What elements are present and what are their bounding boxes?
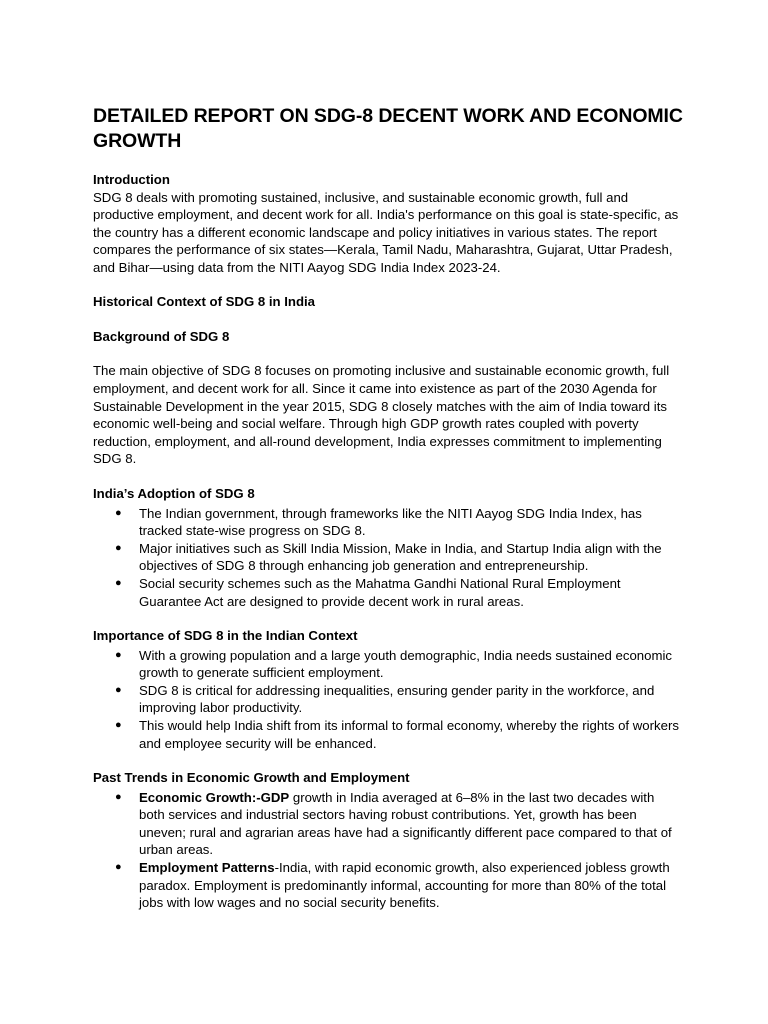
bullet-icon: ● xyxy=(115,541,122,554)
bullet-icon: ● xyxy=(115,648,122,661)
background-heading: Background of SDG 8 xyxy=(93,328,230,344)
list-item-text: growth in India averaged at 6–8% in the last two decades with both services and industrial sectors having robust contributions. Yet, growth has been uneven; rural and agrarian areas have had a significantly different pace compared to that of urban areas. xyxy=(139,789,672,858)
list-item xyxy=(93,859,683,912)
list-item xyxy=(93,540,683,575)
list-item-text: The Indian government, through frameworks like the NITI Aayog SDG India Index, has tracked state-wise progress on SDG 8. xyxy=(139,505,642,539)
historical-context-heading: Historical Context of SDG 8 in India xyxy=(93,294,316,310)
importance-list xyxy=(93,647,683,753)
list-item-text: Major initiatives such as Skill India Mission, Make in India, and Startup India align with the objectives of SDG 8 through enhancing job generation and entrepreneurship. xyxy=(139,540,662,574)
introduction-paragraph: SDG 8 deals with promoting sustained, inclusive, and sustainable economic growth, full and productive employment, and decent work for all. India's performance on this goal is state-specific, as the country has a different economic landscape and policy initiatives in various states. The report compares the performance of six states—Kerala, Tamil Nadu, Maharashtra, Gujarat, Uttar Pradesh, and Bihar—using data from the NITI Aayog SDG India Index 2023-24. xyxy=(93,189,679,275)
list-item-text: This would help India shift from its informal to formal economy, whereby the rights of workers and employee security will be enhanced. xyxy=(139,717,679,751)
bullet-icon: ● xyxy=(115,576,122,589)
importance-heading: Importance of SDG 8 in the Indian Context xyxy=(93,628,358,644)
list-item xyxy=(93,682,683,717)
list-item xyxy=(93,505,683,540)
list-item-text: With a growing population and a large youth demographic, India needs sustained economic growth to generate sufficient employment. xyxy=(139,647,672,681)
list-item xyxy=(93,647,683,682)
document-page xyxy=(93,104,683,912)
list-item-text: Social security schemes such as the Mahatma Gandhi National Rural Employment Guarantee Act are designed to provide decent work in rural areas. xyxy=(139,575,621,609)
adoption-heading: India’s Adoption of SDG 8 xyxy=(93,486,255,502)
bullet-icon: ● xyxy=(115,506,122,519)
bullet-icon: ● xyxy=(115,861,122,874)
list-item xyxy=(93,789,683,859)
adoption-list xyxy=(93,505,683,611)
list-item xyxy=(93,575,683,610)
introduction-heading: Introduction xyxy=(93,172,170,187)
list-item-lead: Economic Growth:-GDP xyxy=(139,789,290,805)
bullet-icon: ● xyxy=(115,718,122,731)
list-item-lead: Employment Patterns xyxy=(139,860,275,876)
list-item-text: -India, with rapid economic growth, also experienced jobless growth paradox. Employment is predominantly informal, accounting for more than 80% of the total jobs with low wages and no social security benefits. xyxy=(139,860,670,911)
past-trends-heading: Past Trends in Economic Growth and Employment xyxy=(93,770,410,786)
list-item-text: SDG 8 is critical for addressing inequalities, ensuring gender parity in the workforce, and improving labor productivity. xyxy=(139,682,655,716)
background-paragraph: The main objective of SDG 8 focuses on promoting inclusive and sustainable economic growth, full employment, and decent work for all. Since it came into existence as part of the 2030 Agenda for Sustainable Development in the year 2015, SDG 8 closely matches with the aim of India toward its economic well-being and social welfare. Through high GDP growth rates coupled with poverty reduction, employment, and all-round development, India expresses commitment to implementing SDG 8. xyxy=(93,363,670,467)
bullet-icon: ● xyxy=(115,683,122,696)
bullet-icon: ● xyxy=(115,790,122,803)
list-item xyxy=(93,717,683,752)
document-title: DETAILED REPORT ON SDG-8 DECENT WORK AND ECONOMIC GROWTH xyxy=(93,105,683,152)
past-trends-list xyxy=(93,789,683,912)
